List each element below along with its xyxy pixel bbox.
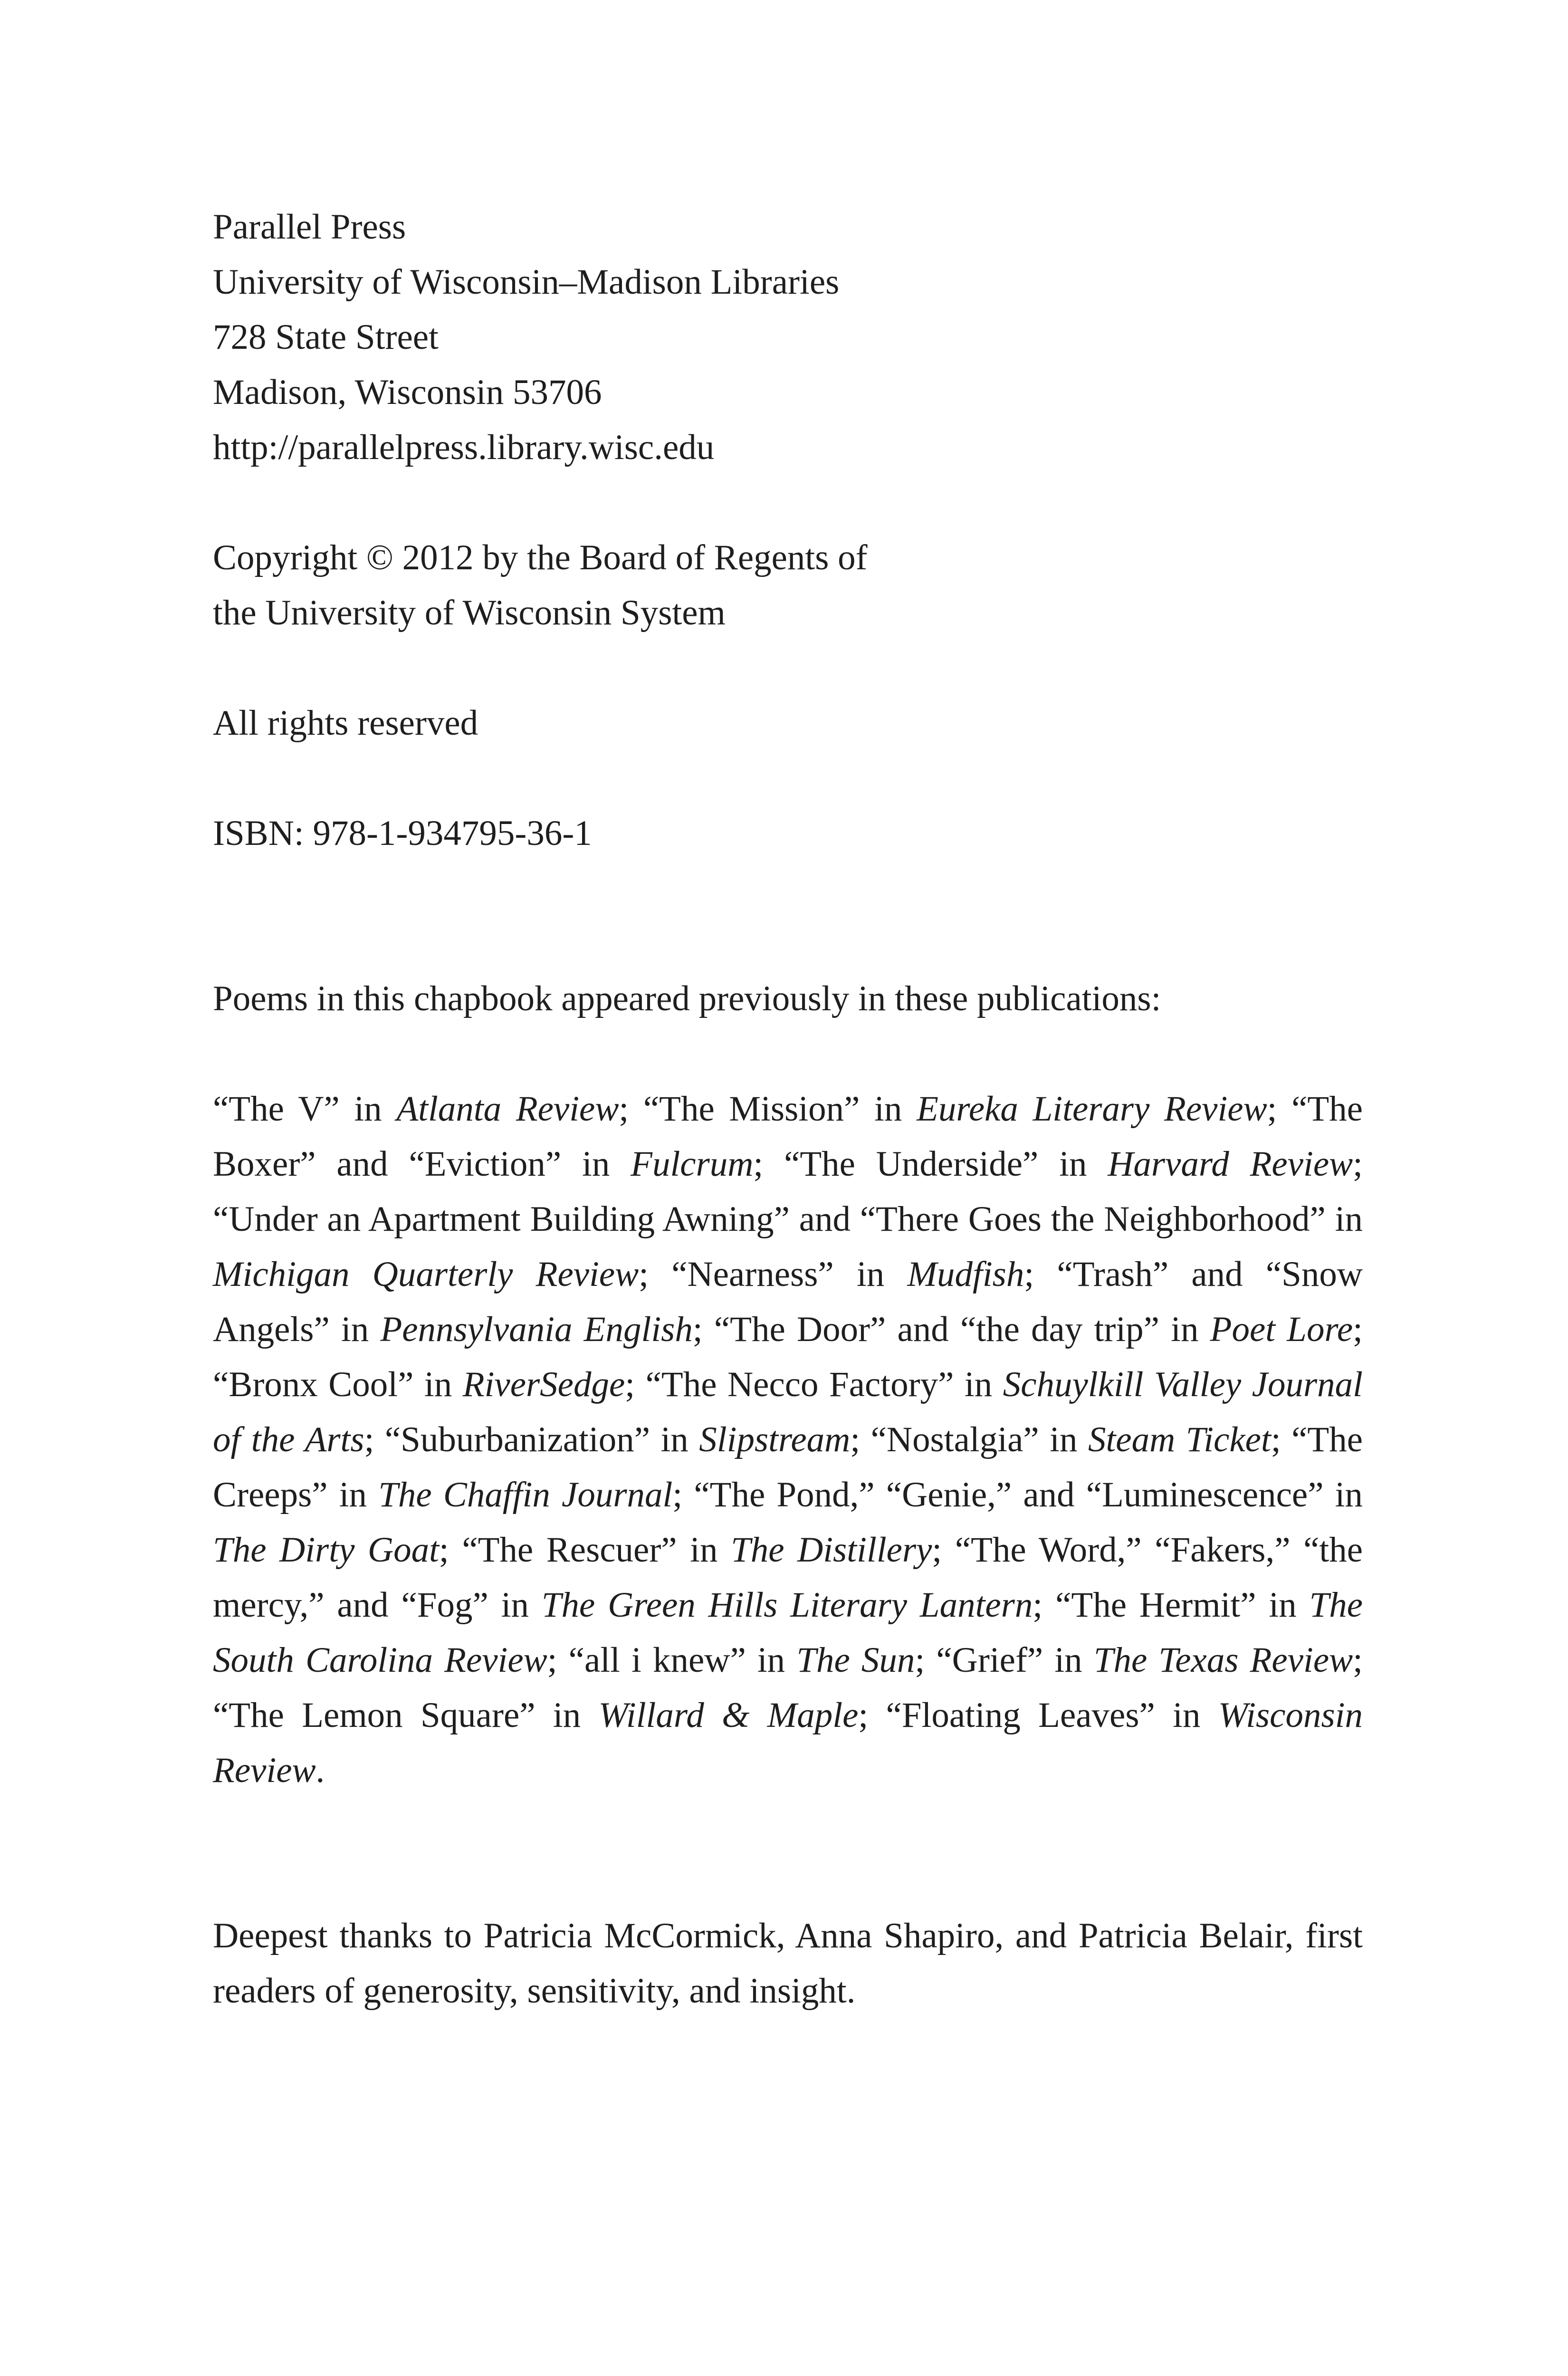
in-separator: in [1043, 1640, 1094, 1680]
entry-separator: . [316, 1751, 325, 1790]
in-separator: in [1039, 1420, 1088, 1459]
in-separator: in [1159, 1310, 1210, 1349]
isbn: ISBN: 978-1-934795-36-1 [213, 814, 592, 853]
copyright-line-1: Copyright © 2012 by the Board of Regents of [213, 538, 868, 577]
publication-name: Michigan Quarterly Review [213, 1255, 639, 1294]
in-separator: in [954, 1365, 1003, 1404]
in-separator: in [1325, 1199, 1363, 1239]
publication-name: Steam Ticket [1088, 1420, 1271, 1459]
poem-titles: “The Pond,” “Genie,” and “Luminescence” [694, 1475, 1324, 1514]
publisher-institution: University of Wisconsin–Madison Libraries [213, 262, 840, 302]
in-separator: in [535, 1696, 599, 1735]
poem-titles: “The Hermit” [1055, 1585, 1256, 1625]
acknowledgments-intro: Poems in this chapbook appeared previously in these publications: [213, 979, 1161, 1018]
entry-separator: ; [1353, 1640, 1363, 1680]
publisher-name: Parallel Press [213, 207, 406, 247]
entry-separator: ; [625, 1365, 646, 1404]
publication-name: Slipstream [699, 1420, 851, 1459]
thanks-paragraph: Deepest thanks to Patricia McCormick, Anna Shapiro, and Patricia Belair, first readers of generosity, sensitivity, and insight. [213, 1916, 1363, 2011]
publication-name: The Distillery [731, 1530, 932, 1570]
publication-name: Mudfish [907, 1255, 1024, 1294]
poem-titles: “Nearness” [671, 1255, 834, 1294]
in-separator: in [650, 1420, 699, 1459]
poem-titles: “Grief” [936, 1640, 1043, 1680]
publication-name: The Dirty Goat [213, 1530, 439, 1570]
publication-name: Eureka Literary Review [917, 1089, 1267, 1129]
poem-titles: “The Underside” [784, 1144, 1039, 1184]
poem-titles: “Bronx Cool” [213, 1365, 414, 1404]
entry-separator: ; [850, 1420, 871, 1459]
publication-name: Fulcrum [631, 1144, 754, 1184]
publisher-city: Madison, Wisconsin 53706 [213, 373, 602, 412]
in-separator: in [561, 1144, 631, 1184]
in-separator: in [746, 1640, 797, 1680]
publication-name: The Green Hills Literary Lantern [541, 1585, 1033, 1625]
poem-titles: “Nostalgia” [870, 1420, 1039, 1459]
in-separator: in [413, 1365, 463, 1404]
poem-titles: “Trash” and “Snow Angels” [213, 1255, 1363, 1349]
poem-titles: “all i knew” [568, 1640, 746, 1680]
entry-separator: ; [672, 1475, 694, 1514]
entry-separator: ; [1033, 1585, 1056, 1625]
in-separator: in [833, 1255, 908, 1294]
publication-name: Harvard Review [1108, 1144, 1353, 1184]
in-separator: in [677, 1530, 731, 1570]
publication-name: Wisconsin Review [213, 1696, 1363, 1790]
entry-separator: ; [753, 1144, 784, 1184]
poem-titles: “The Boxer” and “Eviction” [213, 1089, 1363, 1184]
poem-titles: “The Creeps” [213, 1420, 1363, 1514]
poem-titles: “The Mission” [643, 1089, 860, 1129]
publication-name: Schuylkill Valley Journal of the Arts [213, 1365, 1363, 1459]
poem-titles: “Under an Apartment Building Awning” and “There Goes the Neighborhood” [213, 1199, 1326, 1239]
in-separator: in [1038, 1144, 1108, 1184]
entry-separator: ; [692, 1310, 714, 1349]
publisher-street: 728 State Street [213, 317, 439, 357]
in-separator: in [339, 1089, 397, 1129]
publication-name: The South Carolina Review [213, 1585, 1363, 1680]
publication-name: RiverSedge [462, 1365, 625, 1404]
entry-separator: ; [619, 1089, 643, 1129]
entry-separator: ; [858, 1696, 886, 1735]
publication-name: The Sun [796, 1640, 915, 1680]
poem-titles: “Suburbanization” [384, 1420, 650, 1459]
entry-separator: ; [547, 1640, 569, 1680]
in-separator: in [860, 1089, 917, 1129]
entry-separator: ; [1353, 1144, 1363, 1184]
entry-separator: ; [915, 1640, 937, 1680]
entry-separator: ; [639, 1255, 672, 1294]
publication-name: The Texas Review [1093, 1640, 1353, 1680]
entry-separator: ; [932, 1530, 955, 1570]
publication-name: Poet Lore [1210, 1310, 1353, 1349]
copyright-page [213, 200, 1363, 2019]
poem-titles: “The Door” and “the day trip” [714, 1310, 1159, 1349]
poem-titles: “Floating Leaves” [886, 1696, 1155, 1735]
poem-titles: “The Necco Factory” [645, 1365, 954, 1404]
publication-name: Pennsylvania English [380, 1310, 693, 1349]
entry-separator: ; [439, 1530, 462, 1570]
publisher-url[interactable]: http://parallelpress.library.wisc.edu [213, 428, 715, 467]
in-separator: in [488, 1585, 542, 1625]
publication-name: Atlanta Review [396, 1089, 619, 1129]
entry-separator: ; [364, 1420, 385, 1459]
entry-separator: ; [1024, 1255, 1057, 1294]
in-separator: in [1323, 1475, 1363, 1514]
rights-statement: All rights reserved [213, 703, 478, 743]
copyright-line-2: the University of Wisconsin System [213, 593, 726, 632]
in-separator: in [329, 1310, 381, 1349]
in-separator: in [1256, 1585, 1310, 1625]
in-separator: in [1155, 1696, 1218, 1735]
publisher-address [213, 200, 1363, 475]
poem-titles: “The Lemon Square” [213, 1696, 535, 1735]
entry-separator: ; [1271, 1420, 1292, 1459]
entry-separator: ; [1353, 1310, 1363, 1349]
entry-separator: ; [1267, 1089, 1292, 1129]
poem-titles: “The Word,” “Fakers,” “the mercy,” and “Fog” [213, 1530, 1363, 1625]
publication-name: Willard & Maple [598, 1696, 859, 1735]
publication-name: The Chaffin Journal [378, 1475, 673, 1514]
in-separator: in [327, 1475, 379, 1514]
acknowledgments-list [213, 1082, 1363, 1798]
poem-titles: “The V” [213, 1089, 340, 1129]
poem-titles: “The Rescuer” [462, 1530, 677, 1570]
copyright-notice [213, 530, 1363, 641]
